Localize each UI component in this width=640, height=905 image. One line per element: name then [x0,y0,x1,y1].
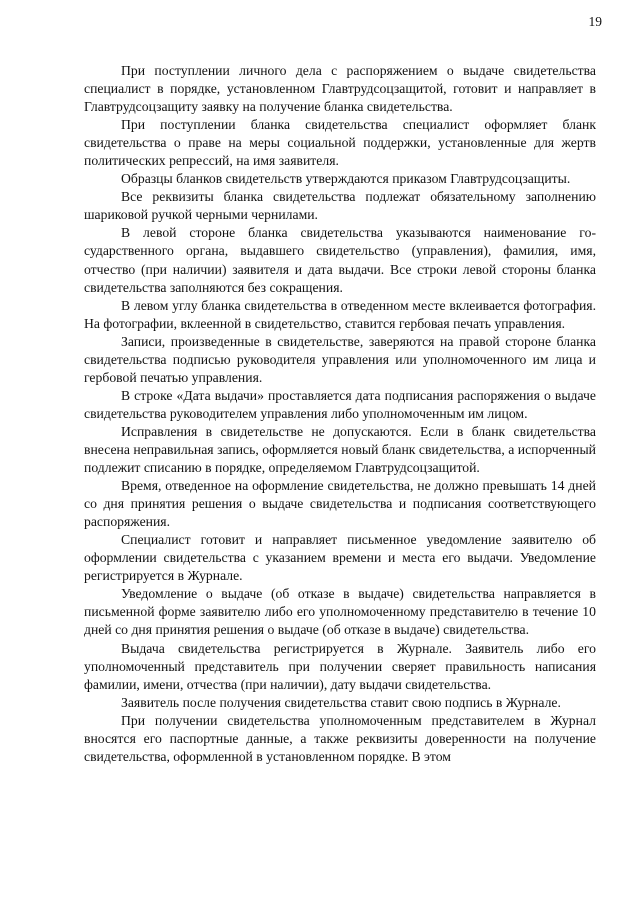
paragraph-requisites: Все реквизиты бланка свидетельства подлежат обязательному заполнению шариковой ручкой черными чернилами. [84,189,596,223]
paragraph-left-side: В левой стороне бланка свидетельства указываются наименование государственного органа, выдавшего свидетельство (управления), фамилия, имя, отчество (при наличии) заявителя и дата выдачи. Все строки левой стороны бланка свидетельства заполняются без сокращения. [84,225,596,295]
paragraph-representative: При получении свидетельства уполномоченным представителем в Журнал вносятся его паспортные данные, а также реквизиты доверенности на получение свидетельства, оформленной в установленном порядке. В этом [84,712,596,764]
paragraph-applicant-signature: Заявитель после получения свидетельства ставит свою подпись в Журнале. [121,694,561,710]
paragraph-corrections: Исправления в свидетельстве не допускаются. Если в бланк свидетельства внесена неправильная запись, оформляется новый бланк свидетельства, а испорченный подлежит списанию в порядке, определяемом Главтрудсоцзащитой. [84,423,596,476]
paragraph-photo: В левом углу бланка свидетельства в отведенном месте вклеивается фотография. На фотографии, вклеенной в свидетельство, ставится гербовая печать управления. [84,297,596,331]
paragraph-blank-samples: Образцы бланков свидетельств утверждаются приказом Главтрудсоцзащиты. [121,171,571,187]
page-number: 19 [588,14,602,29]
paragraph-blank-filling: При поступлении бланка свидетельства специалист оформляет бланк свидетельства о праве на меры социальной поддержки, установленные для жертв политических репрессий, на имя заявителя. [84,117,596,169]
paragraph-blank-request: При поступлении личного дела с распоряжением о выдаче свидетельства специалист в порядке, установленном Главтрудсоцзащитой, готовит и направляет в Главтрудсоцзащиту заявку на получение бланка свидетельства. [84,63,596,115]
paragraph-issue-date: В строке «Дата выдачи» проставляется дата подписания распоряжения о выдаче свидетельства руководителем управления либо уполномоченным им лицом. [84,387,596,421]
paragraph-processing-time: Время, отведенное на оформление свидетельства, не должно превышать 14 дней со дня принятия решения о выдаче свидетельства и подписания соответствующего распоряжения. [84,478,596,530]
paragraph-notification-delivery: Уведомление о выдаче (об отказе в выдаче) свидетельства направляется в письменной форме заявителю либо его уполномоченному представителю в течение 10 дней со дня принятия решения о выдаче (об отказе в выдаче) свидетельства. [84,586,596,638]
paragraph-records-certification: Записи, произведенные в свидетельстве, заверяются на правой стороне бланка свидетельства подписью руководителя управления или уполномоченного им лица и гербовой печатью управления. [84,333,596,385]
paragraph-notification: Специалист готовит и направляет письменное уведомление заявителю об оформлении свидетельства с указанием времени и места его выдачи. Уведомление регистрируется в Журнале. [84,532,596,584]
document-body [84,62,596,766]
paragraph-issue-registration: Выдача свидетельства регистрируется в Журнале. Заявитель либо его уполномоченный представитель при получении сверяет правильность написания фамилии, имени, отчества (при наличии), дату выдачи свидетельства. [84,640,596,692]
